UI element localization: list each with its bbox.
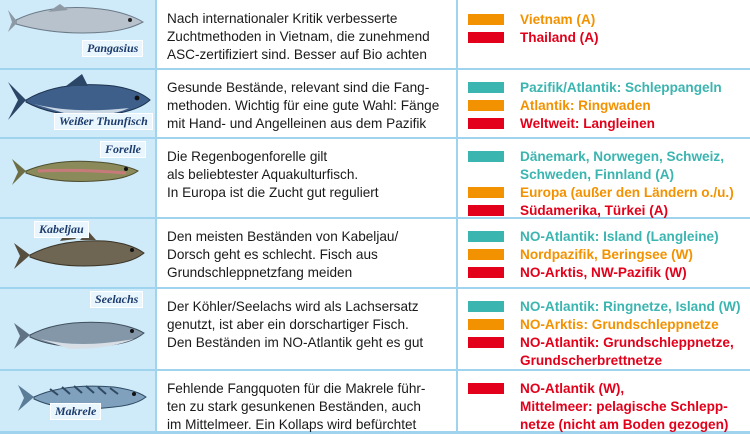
fish-name-label: Weißer Thunfisch xyxy=(54,113,153,130)
origin-line xyxy=(468,148,744,166)
origin-line xyxy=(468,352,744,370)
description-line: Der Köhler/Seelachs wird als Lachsersatz xyxy=(167,299,419,314)
rating-swatch xyxy=(468,205,504,216)
origin-line xyxy=(468,11,744,29)
rating-swatch xyxy=(468,100,504,111)
origin-text: Pazifik/Atlantik: Schleppangeln xyxy=(520,80,722,95)
table-row xyxy=(0,219,750,287)
rating-swatch xyxy=(468,32,504,43)
description-line: ten zu stark gesunkenen Beständen, auch xyxy=(167,399,421,414)
origin-line xyxy=(468,334,744,352)
origin-cell xyxy=(458,371,750,431)
origin-line xyxy=(468,166,744,184)
rating-swatch xyxy=(468,118,504,129)
origin-text: NO-Arktis: Grundschleppnetze xyxy=(520,317,719,332)
origin-line xyxy=(468,97,744,115)
description-cell xyxy=(157,219,456,287)
fish-name-label: Kabeljau xyxy=(34,221,89,238)
origin-text: Thailand (A) xyxy=(520,30,599,45)
fish-name-label: Seelachs xyxy=(90,291,143,308)
origin-line xyxy=(468,115,744,133)
origin-text: Schweden, Finnland (A) xyxy=(520,167,675,182)
fish-cell xyxy=(0,139,155,217)
fish-cell xyxy=(0,219,155,287)
rating-swatch xyxy=(468,14,504,25)
description-line: als beliebtester Aquakulturfisch. xyxy=(167,167,359,182)
rating-swatch xyxy=(468,249,504,260)
fish-name-label: Makrele xyxy=(50,403,101,420)
origin-cell xyxy=(458,219,750,287)
origin-cell xyxy=(458,289,750,369)
origin-text: NO-Atlantik: Island (Langleine) xyxy=(520,229,719,244)
description-line: Fehlende Fangquoten für die Makrele führ- xyxy=(167,381,426,396)
description-line: Den meisten Beständen von Kabeljau/ xyxy=(167,229,399,244)
rating-swatch xyxy=(468,319,504,330)
table-row xyxy=(0,139,750,217)
description-line: Grundschleppnetzfang meiden xyxy=(167,265,353,280)
origin-line xyxy=(468,298,744,316)
origin-text: Europa (außer den Ländern o./u.) xyxy=(520,185,734,200)
description-cell xyxy=(157,371,456,431)
table-row xyxy=(0,371,750,431)
fish-name-label: Forelle xyxy=(100,141,146,158)
rating-swatch xyxy=(468,267,504,278)
origin-text: Dänemark, Norwegen, Schweiz, xyxy=(520,149,724,164)
origin-line xyxy=(468,316,744,334)
rating-swatch xyxy=(468,355,504,366)
rating-swatch xyxy=(468,82,504,93)
origin-text: Vietnam (A) xyxy=(520,12,596,27)
origin-line xyxy=(468,228,744,246)
description-line: im Mittelmeer. Ein Kollaps wird befürchtet xyxy=(167,417,417,432)
origin-cell xyxy=(458,0,750,68)
description-line: genutzt, ist aber ein dorschartiger Fisch. xyxy=(167,317,409,332)
origin-line xyxy=(468,184,744,202)
origin-line xyxy=(468,202,744,220)
rating-swatch xyxy=(468,383,504,394)
table-row xyxy=(0,70,750,137)
origin-text: Mittelmeer: pelagische Schlepp- xyxy=(520,399,728,414)
origin-text: Atlantik: Ringwaden xyxy=(520,98,651,113)
description-line: mit Hand- und Angelleinen aus dem Pazifik xyxy=(167,116,427,131)
table-row xyxy=(0,0,750,68)
origin-line xyxy=(468,380,744,398)
origin-line xyxy=(468,29,744,47)
rating-swatch xyxy=(468,401,504,412)
description-line: methoden. Wichtig für eine gute Wahl: Fänge xyxy=(167,98,440,113)
origin-cell xyxy=(458,139,750,217)
origin-text: netze (nicht am Boden gezogen) xyxy=(520,417,729,432)
origin-text: Grundscherbrettnetze xyxy=(520,353,663,368)
origin-text: NO-Arktis, NW-Pazifik (W) xyxy=(520,265,687,280)
description-line: Zuchtmethoden in Vietnam, die zunehmend xyxy=(167,29,430,44)
origin-line xyxy=(468,264,744,282)
rating-swatch xyxy=(468,231,504,242)
description-cell xyxy=(157,70,456,137)
description-line: Dorsch geht es schlecht. Fisch aus xyxy=(167,247,378,262)
description-line: Gesunde Bestände, relevant sind die Fang- xyxy=(167,80,430,95)
table-row xyxy=(0,289,750,369)
fish-cell xyxy=(0,289,155,369)
description-line: Den Beständen im NO-Atlantik geht es gut xyxy=(167,335,424,350)
description-line: In Europa ist die Zucht gut reguliert xyxy=(167,185,379,200)
pangasius-fish-icon xyxy=(8,0,148,45)
origin-cell xyxy=(458,70,750,137)
origin-text: Südamerika, Türkei (A) xyxy=(520,203,669,218)
fish-cell xyxy=(0,371,155,431)
description-cell xyxy=(157,289,456,369)
origin-line xyxy=(468,79,744,97)
description-cell xyxy=(157,139,456,217)
rating-swatch xyxy=(468,187,504,198)
rating-swatch xyxy=(468,301,504,312)
rating-swatch xyxy=(468,169,504,180)
fish-cell xyxy=(0,70,155,137)
origin-text: Nordpazifik, Beringsee (W) xyxy=(520,247,693,262)
origin-line xyxy=(468,246,744,264)
pollock-fish-icon xyxy=(10,311,150,361)
fish-cell xyxy=(0,0,155,68)
origin-line xyxy=(468,398,744,416)
origin-text: Weltweit: Langleinen xyxy=(520,116,655,131)
origin-text: NO-Atlantik (W), xyxy=(520,381,625,396)
origin-line xyxy=(468,416,744,434)
description-cell xyxy=(157,0,456,68)
description-line: Die Regenbogenforelle gilt xyxy=(167,149,328,164)
rating-swatch xyxy=(468,337,504,348)
origin-text: NO-Atlantik: Ringnetze, Island (W) xyxy=(520,299,741,314)
rating-swatch xyxy=(468,151,504,162)
fish-name-label: Pangasius xyxy=(82,40,143,57)
description-line: ASC-zertifiziert sind. Besser auf Bio achten xyxy=(167,47,427,62)
origin-text: NO-Atlantik: Grundschleppnetze, xyxy=(520,335,734,350)
description-line: Nach internationaler Kritik verbesserte xyxy=(167,11,398,26)
